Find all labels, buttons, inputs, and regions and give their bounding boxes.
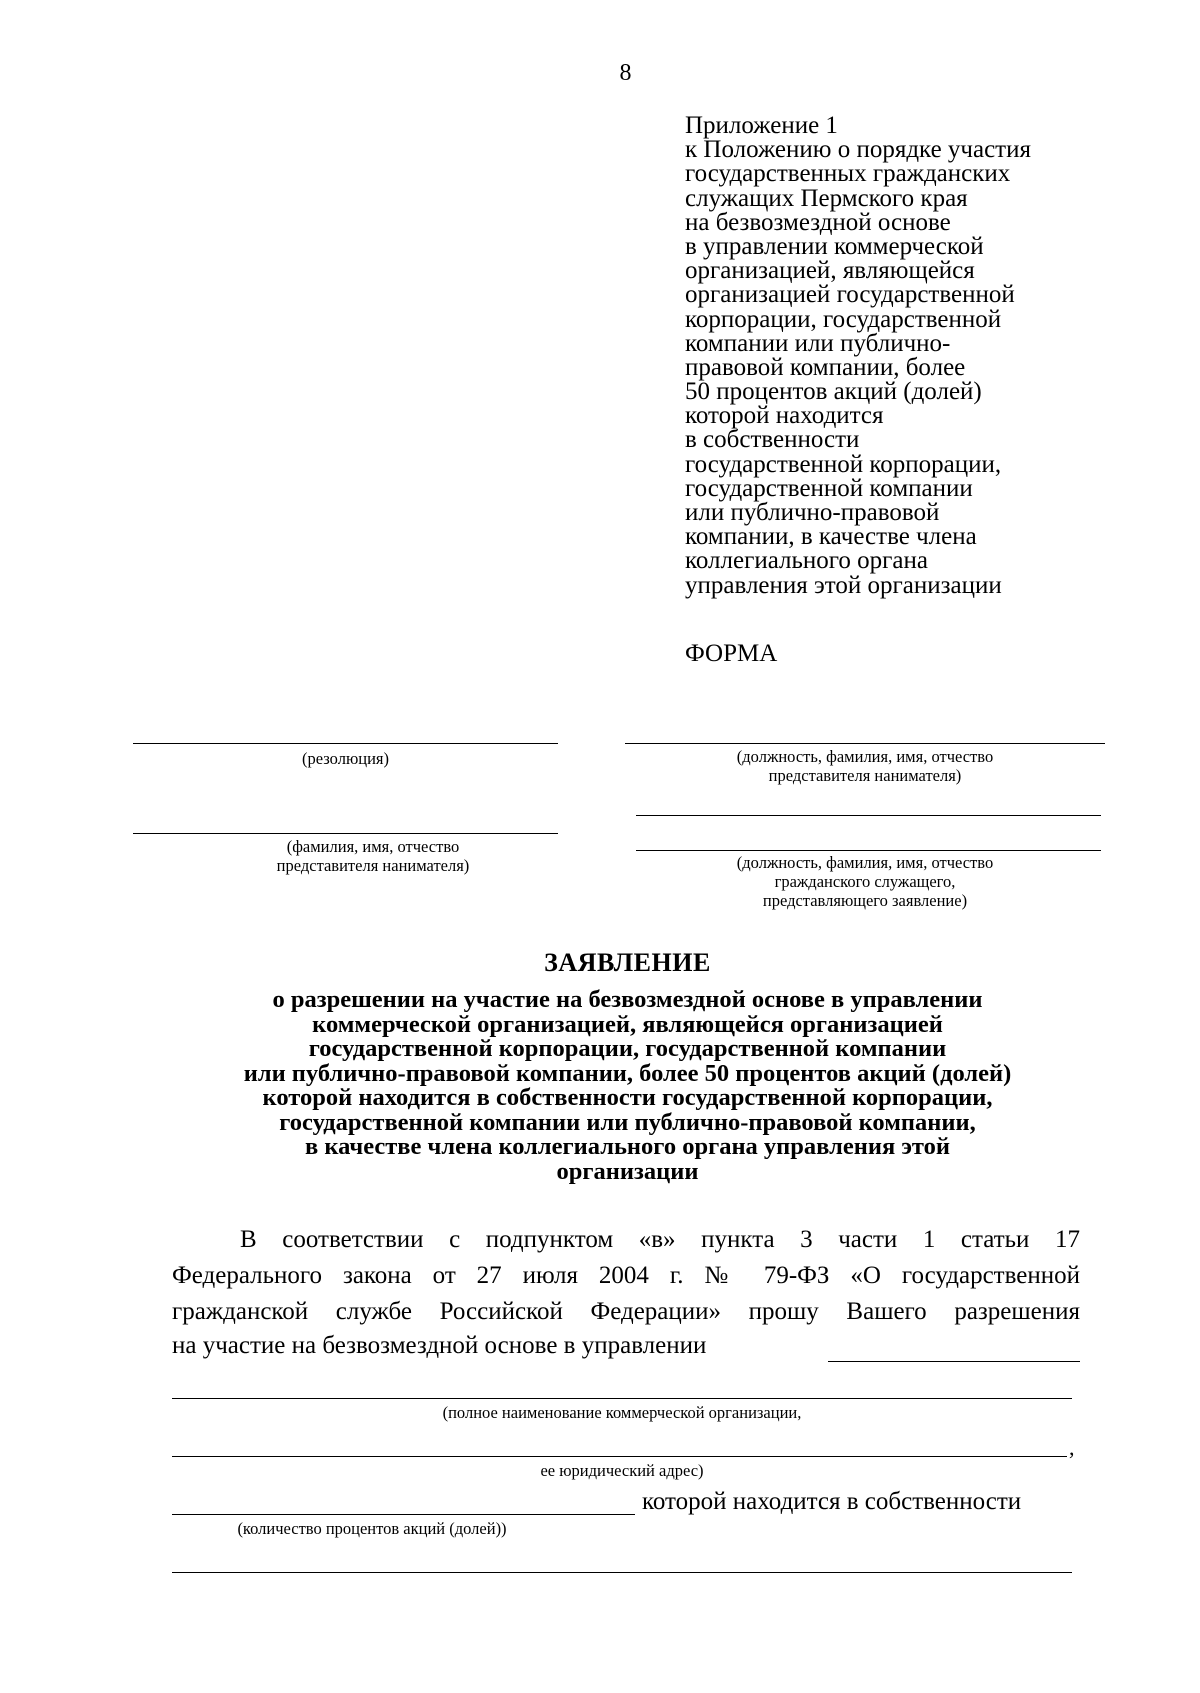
subtitle-line: которой находится в собственности государственной корпорации,: [262, 1084, 993, 1111]
caption-line: гражданского служащего,: [774, 872, 956, 891]
caption-line: (фамилия, имя, отчество: [286, 837, 460, 856]
appendix-line: государственной компании: [685, 474, 973, 502]
body-line: гражданской службе Российской Федерации» прошу Вашего разрешения: [172, 1298, 1080, 1325]
employer-rep-line[interactable]: [625, 743, 1105, 744]
caption-line: представителя нанимателя): [276, 856, 470, 875]
page-number: 8: [619, 60, 632, 86]
document-title: ЗАЯВЛЕНИЕ: [544, 948, 711, 977]
civil-servant-line-2[interactable]: [636, 850, 1101, 851]
appendix-line: государственной корпорации,: [685, 450, 1002, 478]
share-percent-line[interactable]: [172, 1514, 635, 1515]
subtitle-line: о разрешении на участие на безвозмездной основе в управлении: [272, 986, 983, 1013]
body-paragraph: [172, 1222, 1080, 1330]
caption-line: представителя нанимателя): [768, 766, 962, 785]
appendix-line: организацией, являющейся: [685, 257, 975, 285]
appendix-line: Приложение 1: [685, 112, 838, 139]
appendix-header: [685, 114, 1165, 598]
employer-rep-name-caption: [133, 837, 613, 875]
org-address-line[interactable]: [172, 1456, 1067, 1457]
subtitle-line: организации: [556, 1157, 699, 1185]
caption-line: представляющего заявление): [762, 891, 968, 910]
appendix-line: или публично-правовой: [685, 499, 940, 526]
org-address-caption: ее юридический адрес): [540, 1461, 704, 1480]
body-line: Федерального закона от 27 июля 2004 г. № 79-ФЗ «О государственной: [172, 1262, 1080, 1289]
org-inline-line[interactable]: [828, 1361, 1080, 1362]
appendix-line: на безвозмездной основе: [685, 208, 951, 236]
appendix-line: в собственности: [685, 426, 860, 454]
employer-rep-caption: [625, 747, 1105, 785]
resolution-line[interactable]: [133, 743, 558, 744]
appendix-line: компании, в качестве члена: [685, 523, 977, 551]
caption-line: (должность, фамилия, имя, отчество: [736, 747, 994, 766]
share-percent-caption: (количество процентов акций (долей)): [237, 1519, 507, 1538]
appendix-line: служащих Пермского края: [685, 184, 968, 212]
employer-rep-name-line[interactable]: [133, 833, 558, 834]
appendix-line: правовой компании, более: [685, 353, 966, 381]
appendix-line: компании или публично-: [685, 329, 951, 357]
caption-line: (должность, фамилия, имя, отчество: [736, 853, 994, 872]
subtitle-line: или публично-правовой компании, более 50 процентов акций (долей): [243, 1059, 1012, 1087]
ownership-text: которой находится в собственности: [642, 1488, 1022, 1515]
appendix-line: государственных гражданских: [685, 160, 1011, 188]
comma-mark: ,: [1069, 1435, 1075, 1460]
appendix-line: которой находится: [685, 402, 884, 430]
owner-line[interactable]: [172, 1572, 1072, 1573]
civil-servant-line-1[interactable]: [636, 815, 1101, 816]
appendix-line: 50 процентов акций (долей): [685, 378, 982, 406]
subtitle-line: в качестве члена коллегиального органа управления этой: [305, 1133, 950, 1160]
subtitle-line: государственной компании или публично-правовой компании,: [279, 1108, 976, 1136]
resolution-caption: (резолюция): [301, 749, 390, 768]
body-line: В соответствии с подпунктом «в» пункта 3 части 1 статьи 17: [240, 1226, 1080, 1253]
appendix-line: в управлении коммерческой: [685, 232, 984, 260]
civil-servant-caption: [625, 853, 1105, 910]
subtitle-line: коммерческой организацией, являющейся организацией: [312, 1010, 943, 1038]
appendix-line: корпорации, государственной: [685, 305, 1002, 333]
org-name-line[interactable]: [172, 1398, 1072, 1399]
appendix-line: организацией государственной: [685, 281, 1015, 309]
appendix-line: коллегиального органа: [685, 547, 929, 575]
document-subtitle: [160, 988, 1095, 1184]
subtitle-line: государственной корпорации, государственной компании: [308, 1035, 947, 1062]
appendix-line: управления этой организации: [685, 571, 1002, 599]
form-label: ФОРМА: [685, 640, 778, 667]
body-line-last: на участие на безвозмездной основе в управлении: [172, 1332, 707, 1359]
org-name-caption: (полное наименование коммерческой организации,: [442, 1403, 802, 1422]
appendix-line: к Положению о порядке участия: [685, 136, 1031, 164]
